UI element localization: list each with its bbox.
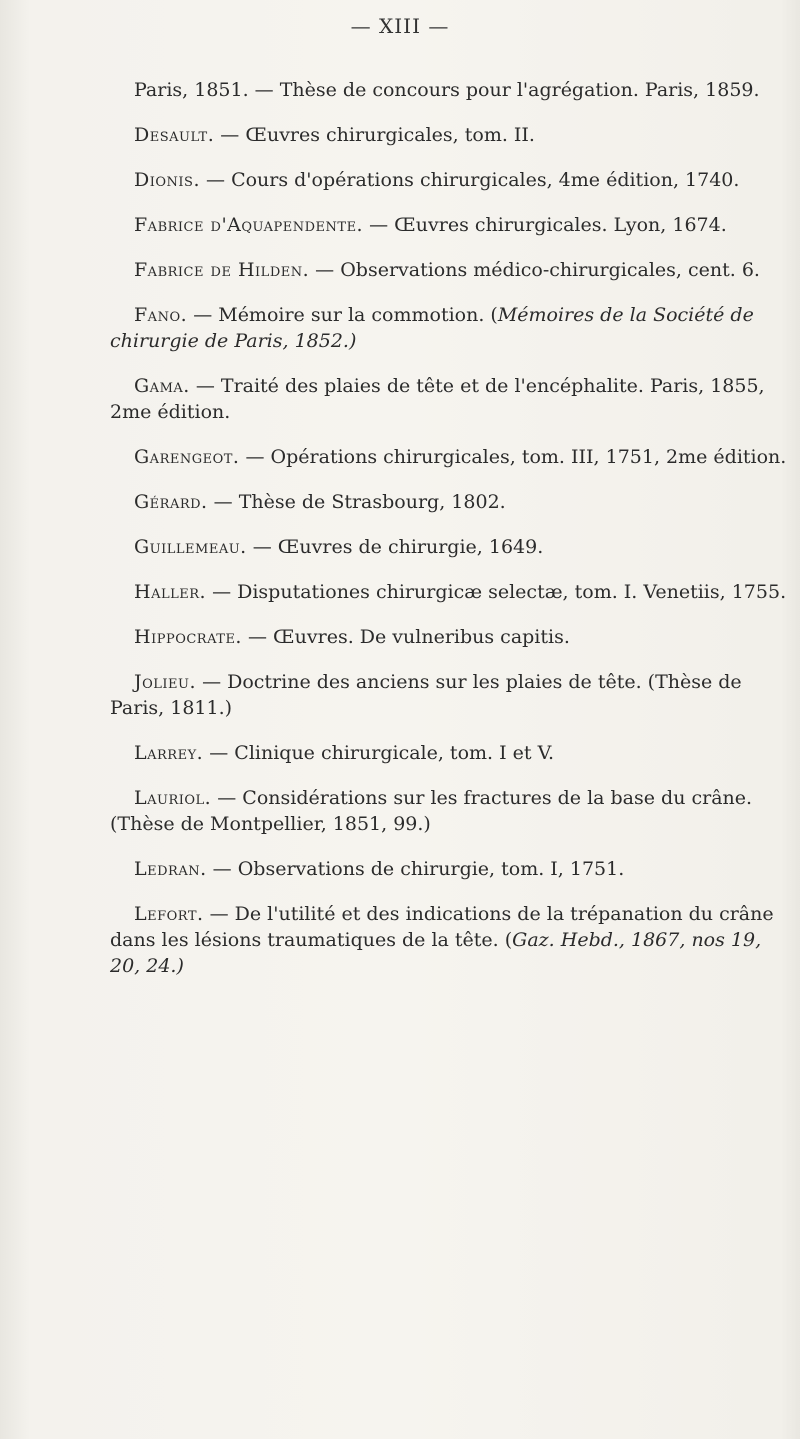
bibliography-entry-9: Guillemeau. — Œuvres de chirurgie, 1649. xyxy=(134,536,544,558)
bibliography-entry-4: Fabrice de Hilden. — Observations médico-chirurgicales, cent. 6. xyxy=(134,259,760,281)
bibliography-entry-12: Jolieu. — Doctrine des anciens sur les plaies de tête. (Thèse de Paris, 1811.) xyxy=(110,671,742,719)
bibliography-entry-15: Ledran. — Observations de chirurgie, tom. I, 1751. xyxy=(134,858,625,880)
bibliography-entry-11: Hippocrate. — Œuvres. De vulneribus capitis. xyxy=(134,626,570,648)
bibliography-list xyxy=(110,58,790,995)
bibliography-entry-6: Gama. — Traité des plaies de tête et de l'encéphalite. Paris, 1855, 2me édition. xyxy=(110,375,765,423)
bibliography-entry-2: Dionis. — Cours d'opérations chirurgicales, 4me édition, 1740. xyxy=(134,169,740,191)
bibliography-entry-14: Lauriol. — Considérations sur les fractures de la base du crâne. (Thèse de Montpellier, 1851, 99.) xyxy=(110,787,753,835)
bibliography-entry-7: Garengeot. — Opérations chirurgicales, tom. III, 1751, 2me édition. xyxy=(134,446,787,468)
bibliography-entry-0: Paris, 1851. — Thèse de concours pour l'agrégation. Paris, 1859. xyxy=(134,79,760,101)
bibliography-entry-1: Desault. — Œuvres chirurgicales, tom. II. xyxy=(134,124,535,146)
page-number-header: — XIII — xyxy=(350,14,450,38)
bibliography-entry-16: Lefort. — De l'utilité et des indications de la trépanation du crâne dans les lésions traumatiques de la tête. (Gaz. Hebd., 1867, nos 19, 20, 24.) xyxy=(110,903,774,977)
bibliography-entry-13: Larrey. — Clinique chirurgicale, tom. I et V. xyxy=(134,742,555,764)
bibliography-entry-8: Gérard. — Thèse de Strasbourg, 1802. xyxy=(134,491,506,513)
bibliography-entry-10: Haller. — Disputationes chirurgicæ selectæ, tom. I. Venetiis, 1755. xyxy=(134,581,787,603)
bibliography-entry-5: Fano. — Mémoire sur la commotion. (Mémoires de la Société de chirurgie de Paris, 1852.) xyxy=(110,304,754,352)
bibliography-entry-3: Fabrice d'Aquapendente. — Œuvres chirurgicales. Lyon, 1674. xyxy=(134,214,727,236)
